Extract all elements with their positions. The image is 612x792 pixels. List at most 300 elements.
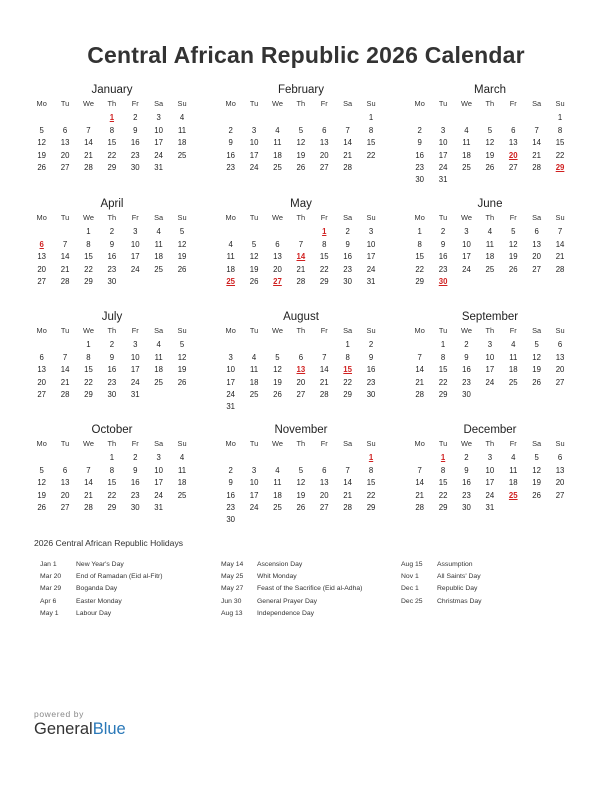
weekday-label: Sa [532,326,542,335]
day-cell: 15 [319,252,329,262]
weekday-header [30,325,194,337]
week-row [219,477,383,489]
empty-day-cell [525,112,548,124]
day-cell: 14 [60,365,70,375]
month-january [30,82,194,174]
day-cell: 24 [249,162,259,172]
day-cell: 16 [107,252,117,262]
powered-by-label: powered by [34,709,84,719]
day-cell: 18 [154,252,163,262]
weekday-label: Th [485,99,495,108]
day-cell: 18 [273,490,282,500]
day-cell: 7 [417,465,422,475]
holiday-item [221,583,362,595]
weekday-label: Sa [343,213,353,222]
day-cell: 5 [179,227,185,237]
weekday-label: Sa [154,99,164,108]
day-cell: 8 [322,239,327,249]
weekday-label: Su [555,99,565,108]
day-cell: 30 [226,515,236,525]
month-name: October [91,424,133,436]
day-cell: 31 [366,276,376,286]
day-cell: 2 [133,113,138,123]
day-cell: 22 [366,490,376,500]
day-cell: 18 [226,264,236,274]
day-cell: 22 [555,150,565,160]
day-cell: 14 [84,138,93,148]
week-row [219,364,383,376]
holiday-item [221,596,362,608]
day-cell: 13 [296,365,306,375]
empty-day-cell [170,162,193,174]
empty-day-cell [525,174,548,186]
day-cell: 20 [508,150,518,160]
day-cell: 28 [415,389,425,399]
day-cell: 22 [107,490,117,500]
holiday-item [221,608,362,620]
holiday-date: Jun 30 [221,597,242,605]
day-cell: 19 [508,252,518,262]
empty-day-cell [455,276,478,288]
week-row [30,137,194,149]
day-cell: 5 [298,125,304,135]
day-cell: 20 [37,264,47,274]
day-cell: 17 [462,252,471,262]
empty-day-cell [289,401,312,413]
day-cell: 6 [62,465,68,475]
day-cell: 21 [319,377,329,387]
day-cell: 18 [154,365,163,375]
day-cell: 19 [485,150,495,160]
month-name: April [100,198,124,210]
weekday-label: Su [555,213,565,222]
day-cell: 3 [440,125,446,135]
week-row [408,251,572,263]
week-row [408,364,572,376]
week-row [408,465,572,477]
day-cell: 2 [228,125,233,135]
holiday-date: Dec 1 [401,585,419,593]
day-cell: 9 [440,239,446,249]
day-cell: 29 [319,276,329,286]
day-cell: 16 [343,252,352,262]
holiday-date: Mar 20 [40,573,62,581]
day-cell: 27 [508,162,518,172]
day-cell: 31 [485,502,495,512]
weekday-label: Mo [225,213,236,222]
day-cell: 7 [86,465,91,475]
day-cell: 15 [366,138,376,148]
day-cell: 11 [273,138,282,148]
day-cell: 8 [417,239,422,249]
day-cell: 2 [417,125,422,135]
day-cell: 27 [37,276,47,286]
weekday-header [219,212,383,224]
day-cell: 24 [485,377,495,387]
day-cell: 3 [156,113,161,123]
day-cell: 24 [249,502,259,512]
day-cell: 16 [462,365,471,375]
day-cell: 6 [534,227,539,237]
day-cell: 28 [296,276,306,286]
empty-day-cell [289,112,312,124]
day-cell: 9 [464,465,469,475]
week-row [30,490,194,502]
day-cell: 27 [60,502,70,512]
empty-day-cell [147,389,170,401]
week-row [219,465,383,477]
week-row [219,490,383,502]
empty-day-cell [53,339,76,351]
holiday-item [40,608,163,620]
empty-day-cell [313,514,336,526]
empty-day-cell [77,112,100,124]
day-cell: 19 [273,377,282,387]
holiday-item [40,596,163,608]
empty-day-cell [170,502,193,514]
month-name: May [290,198,312,210]
day-cell: 20 [532,252,541,262]
day-cell: 18 [273,150,282,160]
day-cell: 30 [415,175,425,185]
day-cell: 31 [130,389,140,399]
week-row [408,150,572,162]
day-cell: 1 [368,453,374,463]
day-cell: 11 [177,465,187,475]
weekday-label: We [461,99,472,108]
day-cell: 12 [508,239,518,249]
day-cell: 26 [485,162,495,172]
month-may [219,196,383,288]
day-cell: 26 [37,502,47,512]
empty-day-cell [455,174,478,186]
page-title: Central African Republic 2026 Calendar [87,42,525,68]
weekday-label: Sa [532,213,542,222]
day-cell: 4 [228,239,233,249]
day-cell: 23 [226,502,236,512]
day-cell: 6 [511,125,516,135]
day-cell: 11 [509,465,518,475]
weekday-label: Mo [414,213,425,222]
day-cell: 22 [438,377,448,387]
empty-day-cell [242,452,265,464]
week-row [30,264,194,276]
weekday-label: Fr [131,326,139,335]
day-cell: 17 [154,478,163,488]
holiday-item [221,571,362,583]
weekday-label: Su [177,439,187,448]
day-cell: 14 [319,365,329,375]
day-cell: 12 [273,365,282,375]
day-cell: 16 [438,252,448,262]
day-cell: 15 [438,478,448,488]
day-cell: 23 [130,490,140,500]
empty-day-cell [336,514,359,526]
brand-logo[interactable] [34,720,126,739]
day-cell: 20 [555,478,565,488]
weekday-label: Tu [438,99,448,108]
weekday-label: Fr [320,99,328,108]
empty-day-cell [53,452,76,464]
day-cell: 4 [251,352,257,362]
day-cell: 8 [557,125,563,135]
empty-day-cell [242,226,265,238]
day-cell: 19 [177,252,187,262]
month-february [219,82,383,174]
day-cell: 9 [228,138,233,148]
weekday-label: Tu [60,99,70,108]
week-row [408,226,572,238]
day-cell: 15 [366,478,376,488]
weekday-label: Su [177,326,187,335]
holiday-item [40,583,163,595]
day-cell: 20 [60,490,70,500]
week-row [30,112,194,124]
weekday-label: Mo [36,326,47,335]
day-cell: 21 [84,490,93,500]
day-cell: 16 [415,150,425,160]
day-cell: 24 [438,162,448,172]
day-cell: 15 [84,365,93,375]
day-cell: 26 [532,490,541,500]
day-cell: 5 [275,352,280,362]
day-cell: 8 [440,465,446,475]
weekday-label: Tu [60,326,70,335]
holiday-name: Republic Day [437,585,478,593]
day-cell: 1 [345,340,350,350]
weekday-label: Fr [509,439,517,448]
day-cell: 21 [532,150,541,160]
week-row [30,377,194,389]
month-june [408,196,572,288]
weekday-label: Mo [225,99,236,108]
day-cell: 15 [415,252,425,262]
day-cell: 8 [86,352,91,362]
week-row [219,452,383,464]
week-row [219,352,383,364]
empty-day-cell [525,502,548,514]
weekday-label: We [461,439,472,448]
week-row [408,239,572,251]
week-row [30,339,194,351]
day-cell: 6 [557,453,563,463]
weekday-label: Mo [414,99,425,108]
weekday-label: Mo [36,213,47,222]
day-cell: 25 [226,276,236,286]
day-cell: 28 [84,502,93,512]
day-cell: 5 [511,227,516,237]
weekday-label: Mo [414,439,425,448]
week-row [408,477,572,489]
day-cell: 3 [156,453,161,463]
weekday-label: Th [485,439,495,448]
empty-day-cell [548,502,571,514]
day-cell: 11 [154,239,163,249]
weekday-label: Fr [320,213,328,222]
day-cell: 21 [296,264,306,274]
day-cell: 21 [555,252,565,262]
day-cell: 12 [296,138,306,148]
weekday-label: Su [177,213,187,222]
day-cell: 21 [415,377,425,387]
day-cell: 29 [438,389,448,399]
day-cell: 22 [84,377,93,387]
holiday-item [221,559,362,571]
week-row [219,377,383,389]
day-cell: 10 [366,239,376,249]
day-cell: 23 [462,490,471,500]
holiday-name: Feast of the Sacrifice (Eid al-Adha) [257,585,363,593]
holiday-item [401,571,482,583]
empty-day-cell [313,339,336,351]
day-cell: 18 [508,478,518,488]
weekday-label: Th [107,439,117,448]
day-cell: 31 [226,402,236,412]
day-cell: 28 [319,389,329,399]
day-cell: 6 [557,340,563,350]
empty-day-cell [219,452,242,464]
day-cell: 26 [37,162,47,172]
day-cell: 13 [37,365,47,375]
empty-day-cell [431,112,454,124]
day-cell: 4 [511,453,516,463]
empty-day-cell [30,112,53,124]
day-cell: 11 [273,478,282,488]
day-cell: 20 [555,365,565,375]
day-cell: 8 [345,352,350,362]
weekday-label: Su [555,439,565,448]
week-row [219,112,383,124]
empty-day-cell [242,514,265,526]
day-cell: 13 [319,138,329,148]
weekday-header [408,98,572,110]
day-cell: 18 [249,377,259,387]
empty-day-cell [525,276,548,288]
weekday-label: We [83,213,94,222]
day-cell: 30 [343,276,352,286]
holiday-column-1 [40,559,163,620]
weekday-label: Th [107,213,117,222]
day-cell: 25 [249,389,259,399]
day-cell: 1 [557,113,563,123]
day-cell: 31 [154,162,163,172]
day-cell: 2 [133,453,138,463]
day-cell: 26 [508,264,518,274]
weekday-label: Th [107,99,117,108]
weekday-label: Tu [60,439,70,448]
month-august [219,309,383,414]
day-cell: 6 [39,239,44,249]
day-cell: 17 [154,138,163,148]
weekday-label: Tu [249,99,259,108]
day-cell: 14 [60,252,70,262]
holiday-item [40,571,163,583]
holiday-date: Apr 6 [40,597,57,605]
day-cell: 21 [60,377,70,387]
weekday-header [30,98,194,110]
day-cell: 4 [179,113,185,123]
day-cell: 28 [84,162,93,172]
day-cell: 14 [343,478,352,488]
month-name: November [274,424,328,436]
weekday-label: Fr [509,99,517,108]
day-cell: 28 [343,502,352,512]
holiday-date: May 27 [221,585,244,593]
weekday-label: Tu [249,213,259,222]
weekday-label: Sa [343,326,353,335]
day-cell: 10 [249,478,259,488]
day-cell: 24 [154,150,163,160]
week-row [219,339,383,351]
weekday-label: Su [366,213,376,222]
day-cell: 9 [368,352,374,362]
week-row [30,465,194,477]
empty-day-cell [147,276,170,288]
weekday-label: Su [555,326,565,335]
day-cell: 20 [319,150,329,160]
day-cell: 25 [177,490,187,500]
day-cell: 12 [37,138,47,148]
day-cell: 19 [177,365,187,375]
month-december [408,422,572,514]
week-row [30,125,194,137]
day-cell: 9 [228,478,233,488]
day-cell: 13 [508,138,518,148]
empty-day-cell [478,276,501,288]
day-cell: 23 [366,377,376,387]
day-cell: 21 [84,150,93,160]
day-cell: 27 [319,502,329,512]
day-cell: 3 [368,227,374,237]
empty-day-cell [266,226,289,238]
empty-day-cell [478,112,501,124]
weekday-header [408,438,572,450]
day-cell: 28 [60,389,70,399]
week-row [219,389,383,401]
day-cell: 10 [226,365,236,375]
day-cell: 24 [485,490,495,500]
empty-day-cell [30,452,53,464]
day-cell: 5 [534,340,539,350]
month-march [408,82,572,187]
day-cell: 1 [440,453,446,463]
day-cell: 6 [322,465,327,475]
day-cell: 12 [485,138,495,148]
day-cell: 7 [557,227,563,237]
week-row [219,125,383,137]
holiday-column-2 [221,559,362,620]
day-cell: 9 [417,138,422,148]
day-cell: 4 [464,125,469,135]
day-cell: 18 [177,478,187,488]
day-cell: 10 [249,138,259,148]
week-row [30,239,194,251]
empty-day-cell [478,389,501,401]
day-cell: 16 [107,365,117,375]
week-row [219,264,383,276]
empty-day-cell [289,339,312,351]
holiday-date: Aug 13 [221,609,243,617]
weekday-label: Su [366,439,376,448]
holiday-date: May 25 [221,573,244,581]
holiday-name: Whit Monday [257,573,297,581]
day-cell: 7 [86,125,91,135]
empty-day-cell [289,514,312,526]
day-cell: 5 [251,239,257,249]
weekday-label: Tu [438,213,448,222]
day-cell: 19 [296,150,306,160]
week-row [30,251,194,263]
